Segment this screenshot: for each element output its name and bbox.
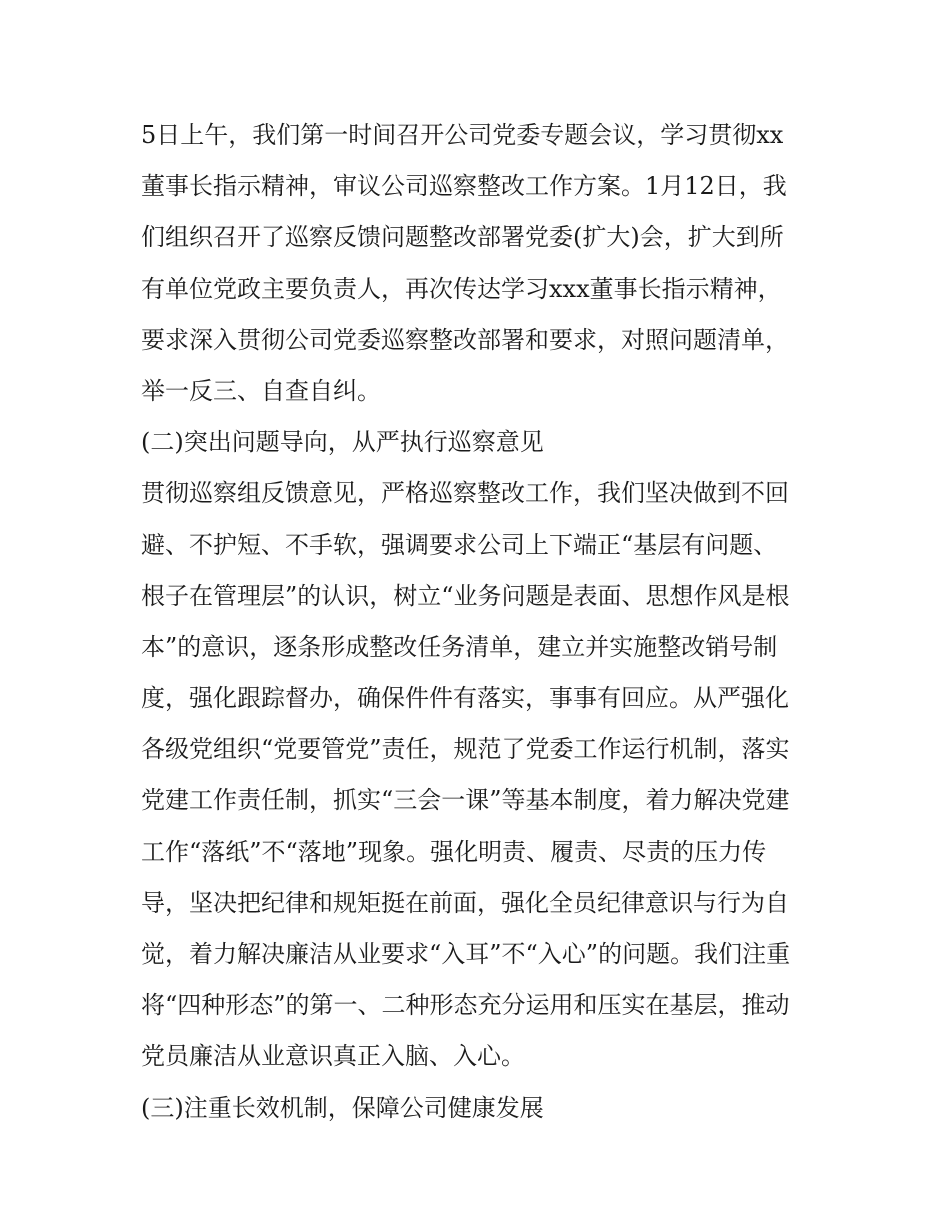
text-line: 要求深入贯彻公司党委巡察整改部署和要求，对照问题清单， <box>141 325 789 354</box>
text-line: 贯彻巡察组反馈意见，严格巡察整改工作，我们坚决做到不回 <box>141 479 789 508</box>
text-line: 觉，着力解决廉洁从业要求“入耳”不“入心”的问题。我们注重 <box>141 940 791 968</box>
text-line: 工作“落纸”不“落地”现象。强化明责、履责、尽责的压力传 <box>141 837 767 866</box>
text-line: 们组织召开了巡察反馈问题整改部署党委(扩大)会，扩大到所 <box>141 223 784 252</box>
text-line: 度，强化跟踪督办，确保件件有落实，事事有回应。从严强化 <box>141 684 789 713</box>
text-line: 举一反三、自查自纠。 <box>141 376 381 405</box>
text-line: 避、不护短、不手软，强调要求公司上下端正“基层有问题、 <box>141 530 778 559</box>
text-line: 5日上午，我们第一时间召开公司党委专题会议，学习贯彻xx <box>141 121 784 149</box>
text-line: 根子在管理层”的认识，树立“业务问题是表面、思想作风是根 <box>141 581 790 610</box>
section-heading: (二)突出问题导向，从严执行巡察意见 <box>141 428 544 457</box>
document-body <box>141 110 821 1134</box>
text-line: 董事长指示精神，审议公司巡察整改工作方案。1月12日，我 <box>141 172 787 201</box>
text-line: 导，坚决把纪律和规矩挺在前面，强化全员纪律意识与行为自 <box>141 888 789 917</box>
text-line: 有单位党政主要负责人，再次传达学习xxx董事长指示精神， <box>141 274 782 303</box>
text-line: 各级党组织“党要管党”责任，规范了党委工作运行机制，落实 <box>141 735 790 764</box>
section-heading: (三)注重长效机制，保障公司健康发展 <box>141 1093 544 1122</box>
text-line: 党建工作责任制，抓实“三会一课”等基本制度，着力解决党建 <box>141 786 790 815</box>
text-line: 本”的意识，逐条形成整改任务清单，建立并实施整改销号制 <box>141 632 778 661</box>
text-line: 将“四种形态”的第一、二种形态充分运用和压实在基层，推动 <box>141 991 790 1020</box>
text-line: 党员廉洁从业意识真正入脑、入心。 <box>141 1042 525 1071</box>
